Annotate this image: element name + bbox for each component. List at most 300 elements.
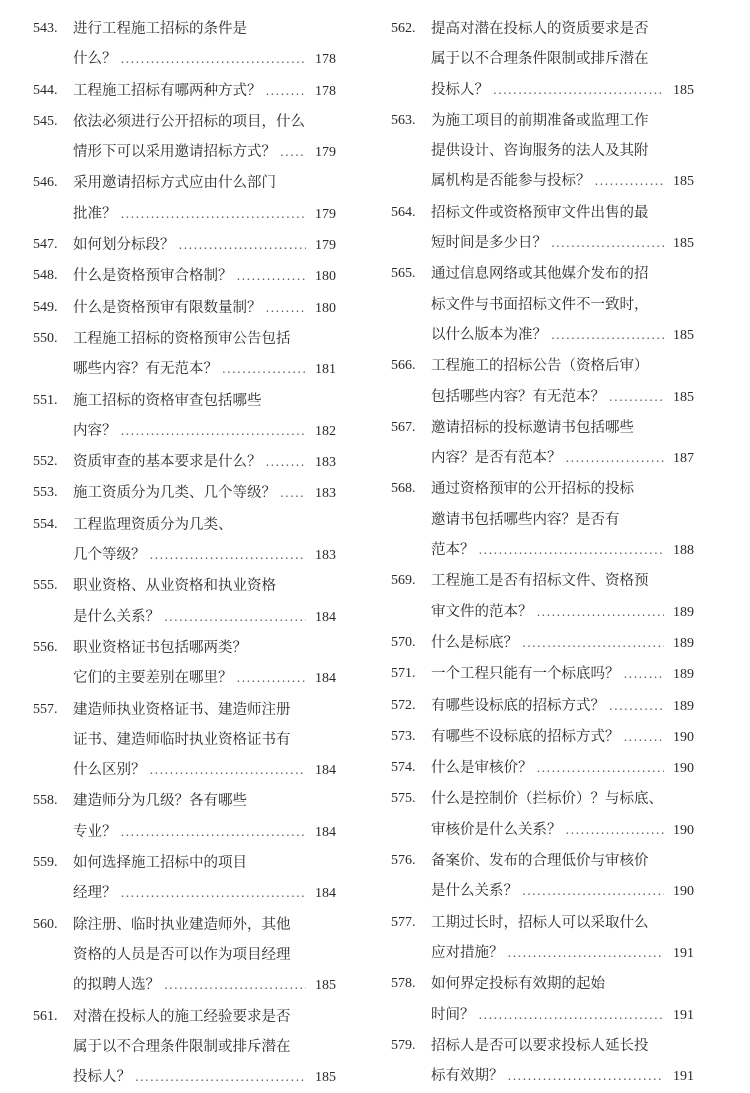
- toc-entry[interactable]: [391, 413, 694, 475]
- entry-title-text: 职业资格证书包括哪两类？: [73, 633, 247, 663]
- entry-body: [431, 628, 694, 659]
- entry-line: [431, 535, 694, 566]
- entry-title-text: 建造师分为几级？各有哪些: [73, 786, 247, 816]
- entry-body: [431, 753, 694, 784]
- entry-title-text: 专业？: [73, 817, 117, 847]
- page-number: 179: [306, 138, 336, 168]
- entry-line: [431, 382, 694, 413]
- entry-number: 546.: [33, 168, 73, 230]
- entry-body: [431, 969, 694, 1031]
- dot-leader: [117, 44, 307, 74]
- entry-body: [73, 571, 336, 633]
- entry-title-text: 施工招标的资格审查包括哪些: [73, 386, 262, 416]
- dot-leader: [547, 228, 664, 258]
- dot-leader: [131, 1062, 306, 1092]
- entry-line: [431, 1031, 694, 1061]
- entry-line: [73, 878, 336, 909]
- toc-entry[interactable]: [391, 784, 694, 846]
- entry-line: [431, 969, 694, 999]
- entry-line: [73, 168, 336, 198]
- entry-line: [73, 199, 336, 230]
- entry-title-text: 它们的主要差别在哪里？: [73, 663, 233, 693]
- entry-line: [73, 354, 336, 385]
- dot-leader: [175, 230, 307, 260]
- entry-body: [431, 846, 694, 908]
- entry-title-text: 工程施工是否有招标文件、资格预: [431, 566, 649, 596]
- entry-number: 557.: [33, 695, 73, 787]
- dot-leader: [276, 478, 306, 508]
- dot-leader: [518, 876, 664, 906]
- toc-entry[interactable]: [391, 753, 694, 784]
- entry-number: 548.: [33, 261, 73, 292]
- dot-leader: [489, 75, 664, 105]
- toc-entry[interactable]: [33, 848, 336, 910]
- dot-leader: [562, 815, 665, 845]
- entry-body: [431, 14, 694, 106]
- entry-line: [73, 571, 336, 601]
- entry-title-text: 应对措施？: [431, 938, 504, 968]
- entry-line: [73, 1062, 336, 1093]
- entry-line: [73, 910, 336, 940]
- page-number: 189: [664, 598, 694, 628]
- entry-title-text: 什么是资格预审合格制？: [73, 261, 233, 291]
- entry-title-text: 经理？: [73, 878, 117, 908]
- entry-body: [73, 14, 336, 76]
- dot-leader: [504, 938, 665, 968]
- entry-title-text: 什么是审核价？: [431, 753, 533, 783]
- entry-body: [73, 230, 336, 261]
- entry-title-text: 提高对潜在投标人的资质要求是否: [431, 14, 649, 44]
- entry-line: [431, 628, 694, 659]
- page-number: 185: [306, 1063, 336, 1093]
- toc-entry[interactable]: [391, 969, 694, 1031]
- entry-title-text: 招标人是否可以要求投标人延长投: [431, 1031, 649, 1061]
- entry-number: 560.: [33, 910, 73, 1002]
- entry-body: [431, 198, 694, 260]
- toc-entry[interactable]: [391, 198, 694, 260]
- entry-line: [431, 753, 694, 784]
- entry-title-text: 内容？是否有范本？: [431, 443, 562, 473]
- entry-line: [431, 784, 694, 814]
- entry-number: 554.: [33, 510, 73, 572]
- entry-number: 551.: [33, 386, 73, 448]
- entry-line: [431, 938, 694, 969]
- entry-title-text: 属于以不合理条件限制或排斥潜在: [73, 1032, 291, 1062]
- toc-entry[interactable]: [33, 510, 336, 572]
- entry-line: [431, 1061, 694, 1092]
- page-number: 185: [664, 229, 694, 259]
- toc-left-column: [33, 14, 336, 1093]
- entry-title-text: 属于以不合理条件限制或排斥潜在: [431, 44, 649, 74]
- page-number: 190: [664, 754, 694, 784]
- entry-number: 549.: [33, 293, 73, 324]
- dot-leader: [533, 753, 665, 783]
- entry-line: [73, 1002, 336, 1032]
- entry-line: [73, 261, 336, 292]
- entry-line: [73, 14, 336, 44]
- entry-body: [431, 413, 694, 475]
- page-number: 187: [664, 444, 694, 474]
- entry-line: [73, 44, 336, 75]
- entry-line: [431, 505, 694, 535]
- entry-number: 569.: [391, 566, 431, 628]
- entry-title-text: 标文件与书面招标文件不一致时，: [431, 290, 649, 320]
- entry-title-text: 建造师执业资格证书、建造师注册: [73, 695, 291, 725]
- entry-title-text: 包括哪些内容？有无范本？: [431, 382, 605, 412]
- entry-number: 570.: [391, 628, 431, 659]
- entry-title-text: 内容？: [73, 416, 117, 446]
- entry-body: [73, 633, 336, 695]
- entry-line: [73, 755, 336, 786]
- entry-line: [431, 815, 694, 846]
- dot-leader: [117, 817, 307, 847]
- entry-body: [73, 261, 336, 292]
- dot-leader: [605, 382, 664, 412]
- page-number: 185: [664, 76, 694, 106]
- entry-line: [431, 75, 694, 106]
- toc-entry[interactable]: [33, 168, 336, 230]
- entry-title-text: 什么区别？: [73, 755, 146, 785]
- entry-body: [431, 908, 694, 970]
- dot-leader: [518, 628, 664, 658]
- entry-number: 561.: [33, 1002, 73, 1093]
- page-number: 189: [664, 692, 694, 722]
- entry-number: 578.: [391, 969, 431, 1031]
- entry-title-text: 施工资质分为几类、几个等级？: [73, 478, 276, 508]
- toc-entry[interactable]: [33, 910, 336, 1002]
- entry-line: [431, 691, 694, 722]
- entry-title-text: 短时间是多少日？: [431, 228, 547, 258]
- page-number: 184: [306, 603, 336, 633]
- entry-line: [431, 474, 694, 504]
- entry-line: [73, 76, 336, 107]
- entry-title-text: 时间？: [431, 1000, 475, 1030]
- entry-line: [431, 413, 694, 443]
- entry-title-text: 如何界定投标有效期的起始: [431, 969, 605, 999]
- dot-leader: [475, 535, 665, 565]
- entry-title-text: 工程施工招标的资格预审公告包括: [73, 324, 291, 354]
- toc-entry[interactable]: [391, 474, 694, 566]
- entry-body: [431, 691, 694, 722]
- toc-entry[interactable]: [391, 846, 694, 908]
- entry-line: [73, 940, 336, 970]
- entry-title-text: 有哪些不设标底的招标方式？: [431, 722, 620, 752]
- entry-title-text: 批准？: [73, 199, 117, 229]
- entry-title-text: 什么是标底？: [431, 628, 518, 658]
- dot-leader: [591, 166, 665, 196]
- toc-entry[interactable]: [33, 261, 336, 292]
- entry-line: [73, 510, 336, 540]
- entry-number: 572.: [391, 691, 431, 722]
- dot-leader: [262, 447, 307, 477]
- entry-title-text: 的拟聘人选？: [73, 970, 160, 1000]
- page-number: 189: [664, 629, 694, 659]
- entry-body: [73, 447, 336, 478]
- entry-title-text: 审核价是什么关系？: [431, 815, 562, 845]
- entry-title-text: 工程施工招标有哪两种方式？: [73, 76, 262, 106]
- entry-line: [73, 293, 336, 324]
- entry-title-text: 投标人？: [431, 75, 489, 105]
- entry-number: 559.: [33, 848, 73, 910]
- toc-entry[interactable]: [391, 14, 694, 106]
- entry-title-text: 一个工程只能有一个标底吗？: [431, 659, 620, 689]
- entry-line: [431, 166, 694, 197]
- entry-line: [73, 478, 336, 509]
- dot-leader: [160, 602, 306, 632]
- entry-number: 553.: [33, 478, 73, 509]
- dot-leader: [146, 755, 307, 785]
- entry-title-text: 审文件的范本？: [431, 597, 533, 627]
- toc-entry[interactable]: [391, 628, 694, 659]
- toc-entry[interactable]: [33, 107, 336, 169]
- entry-number: 573.: [391, 722, 431, 753]
- entry-title-text: 如何划分标段？: [73, 230, 175, 260]
- toc-entry[interactable]: [33, 478, 336, 509]
- page-number: 184: [306, 756, 336, 786]
- entry-title-text: 除注册、临时执业建造师外，其他: [73, 910, 291, 940]
- entry-line: [73, 817, 336, 848]
- entry-line: [73, 663, 336, 694]
- entry-title-text: 范本？: [431, 535, 475, 565]
- entry-number: 550.: [33, 324, 73, 386]
- dot-leader: [276, 137, 306, 167]
- entry-body: [73, 910, 336, 1002]
- entry-line: [73, 540, 336, 571]
- entry-title-text: 提供设计、咨询服务的法人及其附: [431, 136, 649, 166]
- entry-number: 568.: [391, 474, 431, 566]
- entry-title-text: 为施工项目的前期准备或监理工作: [431, 106, 649, 136]
- page-number: 179: [306, 200, 336, 230]
- entry-title-text: 进行工程施工招标的条件是: [73, 14, 247, 44]
- entry-line: [431, 659, 694, 690]
- entry-line: [73, 1032, 336, 1062]
- page-number: 180: [306, 294, 336, 324]
- entry-line: [431, 597, 694, 628]
- entry-number: 552.: [33, 447, 73, 478]
- entry-title-text: 职业资格、从业资格和执业资格: [73, 571, 276, 601]
- entry-line: [431, 722, 694, 753]
- toc-entry[interactable]: [33, 386, 336, 448]
- entry-body: [73, 478, 336, 509]
- entry-title-text: 资格的人员是否可以作为项目经理: [73, 940, 291, 970]
- page-number: 185: [664, 167, 694, 197]
- entry-number: 566.: [391, 351, 431, 413]
- entry-title-text: 投标人？: [73, 1062, 131, 1092]
- entry-line: [73, 848, 336, 878]
- entry-number: 571.: [391, 659, 431, 690]
- dot-leader: [146, 540, 307, 570]
- entry-title-text: 资质审查的基本要求是什么？: [73, 447, 262, 477]
- dot-leader: [562, 443, 665, 473]
- entry-line: [73, 695, 336, 725]
- entry-line: [73, 633, 336, 663]
- entry-title-text: 是什么关系？: [431, 876, 518, 906]
- entry-title-text: 证书、建造师临时执业资格证书有: [73, 725, 291, 755]
- entry-body: [431, 722, 694, 753]
- entry-title-text: 标有效期？: [431, 1061, 504, 1091]
- page-number: 188: [664, 536, 694, 566]
- entry-body: [431, 1031, 694, 1093]
- entry-title-text: 工程施工的招标公告（资格后审）: [431, 351, 649, 381]
- toc-entry[interactable]: [391, 1031, 694, 1093]
- entry-body: [73, 107, 336, 169]
- entry-number: 563.: [391, 106, 431, 198]
- page-number: 178: [306, 45, 336, 75]
- entry-line: [431, 259, 694, 289]
- toc-entry[interactable]: [391, 106, 694, 198]
- entry-title-text: 什么是资格预审有限数量制？: [73, 293, 262, 323]
- page-number: 190: [664, 816, 694, 846]
- dot-leader: [233, 663, 307, 693]
- toc-entry[interactable]: [33, 324, 336, 386]
- entry-title-text: 采用邀请招标方式应由什么部门: [73, 168, 276, 198]
- entry-line: [73, 447, 336, 478]
- entry-title-text: 备案价、发布的合理低价与审核价: [431, 846, 649, 876]
- toc-entry[interactable]: [391, 722, 694, 753]
- entry-body: [73, 293, 336, 324]
- entry-line: [73, 137, 336, 168]
- toc-entry[interactable]: [391, 566, 694, 628]
- dot-leader: [117, 878, 307, 908]
- entry-line: [431, 908, 694, 938]
- entry-title-text: 邀请书包括哪些内容？是否有: [431, 505, 620, 535]
- entry-line: [431, 198, 694, 228]
- toc-entry[interactable]: [33, 571, 336, 633]
- page-number: 190: [664, 877, 694, 907]
- entry-line: [73, 602, 336, 633]
- entry-number: 576.: [391, 846, 431, 908]
- entry-body: [73, 510, 336, 572]
- page-number: 183: [306, 448, 336, 478]
- entry-body: [431, 566, 694, 628]
- entry-line: [431, 44, 694, 74]
- toc-entry[interactable]: [391, 908, 694, 970]
- dot-leader: [504, 1061, 665, 1091]
- entry-number: 544.: [33, 76, 73, 107]
- dot-leader: [262, 76, 307, 106]
- entry-body: [73, 1002, 336, 1093]
- page-number: 183: [306, 479, 336, 509]
- entry-line: [73, 107, 336, 137]
- entry-body: [73, 786, 336, 848]
- dot-leader: [117, 199, 307, 229]
- entry-line: [431, 1000, 694, 1031]
- entry-number: 567.: [391, 413, 431, 475]
- entry-title-text: 邀请招标的投标邀请书包括哪些: [431, 413, 634, 443]
- entry-title-text: 工程监理资质分为几类、: [73, 510, 233, 540]
- entry-title-text: 通过信息网络或其他媒介发布的招: [431, 259, 649, 289]
- entry-line: [431, 320, 694, 351]
- page-number: 185: [664, 383, 694, 413]
- toc-entry[interactable]: [33, 1002, 336, 1093]
- dot-leader: [117, 416, 307, 446]
- entry-number: 556.: [33, 633, 73, 695]
- toc-entry[interactable]: [391, 351, 694, 413]
- toc-entry[interactable]: [33, 230, 336, 261]
- entry-title-text: 哪些内容？有无范本？: [73, 354, 218, 384]
- entry-number: 562.: [391, 14, 431, 106]
- entry-line: [431, 106, 694, 136]
- entry-title-text: 什么？: [73, 44, 117, 74]
- entry-line: [431, 14, 694, 44]
- dot-leader: [160, 970, 306, 1000]
- dot-leader: [262, 293, 307, 323]
- entry-body: [431, 474, 694, 566]
- toc-entry[interactable]: [33, 14, 336, 76]
- dot-leader: [475, 1000, 665, 1030]
- page-number: 189: [664, 660, 694, 690]
- page-number: 182: [306, 417, 336, 447]
- entry-number: 547.: [33, 230, 73, 261]
- toc-entry[interactable]: [33, 786, 336, 848]
- page-number: 191: [664, 939, 694, 969]
- page-number: 184: [306, 664, 336, 694]
- entry-line: [73, 386, 336, 416]
- page-number: 178: [306, 77, 336, 107]
- entry-number: 564.: [391, 198, 431, 260]
- entry-title-text: 依法必须进行公开招标的项目，什么: [73, 107, 305, 137]
- dot-leader: [620, 659, 665, 689]
- toc-entry[interactable]: [391, 691, 694, 722]
- toc-right-column: [391, 14, 694, 1092]
- toc-entry[interactable]: [33, 293, 336, 324]
- page-number: 184: [306, 879, 336, 909]
- dot-leader: [233, 261, 307, 291]
- toc-entry[interactable]: [33, 447, 336, 478]
- entry-number: 555.: [33, 571, 73, 633]
- entry-body: [431, 351, 694, 413]
- entry-body: [73, 168, 336, 230]
- page-number: 179: [306, 231, 336, 261]
- entry-line: [73, 416, 336, 447]
- entry-title-text: 有哪些设标底的招标方式？: [431, 691, 605, 721]
- entry-number: 575.: [391, 784, 431, 846]
- entry-title-text: 什么是控制价（拦标价）？与标底、: [431, 784, 663, 814]
- entry-number: 543.: [33, 14, 73, 76]
- entry-title-text: 对潜在投标人的施工经验要求是否: [73, 1002, 291, 1032]
- entry-body: [431, 106, 694, 198]
- entry-number: 565.: [391, 259, 431, 351]
- entry-line: [73, 725, 336, 755]
- entry-line: [73, 324, 336, 354]
- page-number: 185: [664, 321, 694, 351]
- entry-number: 577.: [391, 908, 431, 970]
- entry-body: [73, 386, 336, 448]
- entry-body: [73, 848, 336, 910]
- toc-entry[interactable]: [33, 76, 336, 107]
- entry-body: [73, 324, 336, 386]
- page-number: 191: [664, 1062, 694, 1092]
- entry-line: [431, 136, 694, 166]
- entry-body: [73, 76, 336, 107]
- entry-body: [431, 784, 694, 846]
- page-number: 190: [664, 723, 694, 753]
- entry-title-text: 通过资格预审的公开招标的投标: [431, 474, 634, 504]
- toc-entry[interactable]: [33, 633, 336, 695]
- entry-number: 545.: [33, 107, 73, 169]
- entry-line: [431, 351, 694, 381]
- entry-title-text: 如何选择施工招标中的项目: [73, 848, 247, 878]
- toc-entry[interactable]: [391, 259, 694, 351]
- entry-line: [431, 228, 694, 259]
- entry-body: [431, 659, 694, 690]
- entry-title-text: 属机构是否能参与投标？: [431, 166, 591, 196]
- toc-entry[interactable]: [33, 695, 336, 787]
- page-number: 181: [306, 355, 336, 385]
- toc-entry[interactable]: [391, 659, 694, 690]
- entry-line: [431, 290, 694, 320]
- entry-number: 579.: [391, 1031, 431, 1093]
